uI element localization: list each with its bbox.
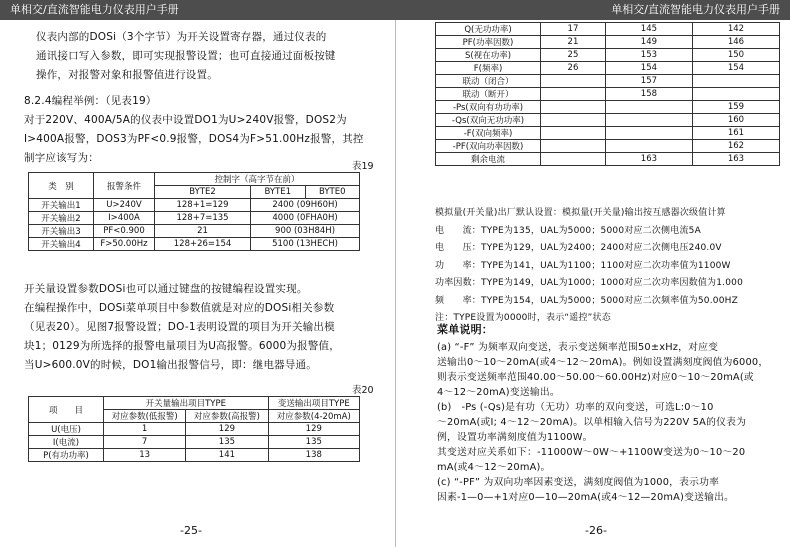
table-row [29, 423, 360, 436]
text-line: (b) -Ps (-Qs)是有功（无功）功率的双向变送，可选L:0～10 [437, 402, 714, 413]
cell: 160 [692, 114, 779, 127]
text-line: 对于220V、400A/5A的仪表中设置DO1为U>240V报警，DOS2为 [24, 114, 347, 126]
cell: F(频率) [436, 62, 541, 75]
cell: 128+1=129 [155, 199, 251, 212]
cell: 13 [104, 449, 186, 462]
cell: 135 [268, 436, 359, 449]
cell: S(视在功率) [436, 49, 541, 62]
text-line: (c) “-PF” 为双向功率因素变送，满刻度阀值为1000，表示功率 [437, 477, 720, 488]
text-line: 因素-1—0—+1对应0—10—20mA(或4～12—20mA)变送输出。 [437, 492, 735, 503]
table-row [29, 225, 360, 238]
cell: 146 [692, 36, 779, 49]
cell: 150 [692, 49, 779, 62]
right-header-title: 单相交/直流智能电力仪表用户手册 [611, 3, 780, 16]
table-row [436, 62, 780, 75]
cell [541, 127, 606, 140]
text-line: 操作，对报警对象和报警值进行设置。 [36, 69, 218, 81]
table-row [436, 153, 780, 166]
table-row [436, 23, 780, 36]
cell: 开关输出3 [29, 225, 94, 238]
cell: 4000 (0FHA0H) [251, 212, 360, 225]
cell [605, 101, 692, 114]
text-line: 模拟量(开关量)出厂默认设置：模拟量(开关量)输出按互感器次级值计算 [435, 208, 726, 218]
cell: P(有功功率) [29, 449, 104, 462]
left-page-header [0, 0, 395, 20]
cell: 25 [541, 49, 606, 62]
table-row [436, 75, 780, 88]
table-row [436, 36, 780, 49]
text-line: (a) “-F” 为频率双向变送，表示变送频率范围50±xHz，对应变 [437, 342, 719, 353]
table20 [28, 396, 360, 462]
text-line: 8.2.4编程举例：（见表19） [24, 95, 157, 107]
cell: -PF(双向功率因数) [436, 140, 541, 153]
table-row [436, 88, 780, 101]
cell [605, 140, 692, 153]
table19-header-byte2: BYTE2 [155, 186, 251, 199]
cell: 129 [186, 423, 268, 436]
cell: 154 [605, 62, 692, 75]
cell: U(电压) [29, 423, 104, 436]
cell [692, 75, 779, 88]
cell: 剩余电流 [436, 153, 541, 166]
cell: 17 [541, 23, 606, 36]
table19-header-condition: 报警条件 [94, 173, 155, 199]
cell: 联动（断开） [436, 88, 541, 101]
page-number-left: -25- [180, 524, 202, 537]
cell: 128+26=154 [155, 238, 251, 251]
right-page-header [395, 0, 790, 20]
cell: 161 [692, 127, 779, 140]
text-line: 当U>600.0V的时候，DO1输出报警信号，即：继电器导通。 [24, 359, 317, 371]
cell: 157 [605, 75, 692, 88]
table-row [436, 114, 780, 127]
cell: -Ps(双向有功功率) [436, 101, 541, 114]
table20-header-low: 对应参数(低报警) [104, 410, 186, 423]
table20-header-item: 项 目 [29, 397, 104, 423]
table19-header-control: 控制字（高字节在前） [155, 173, 360, 186]
text-line: 例，设置功率满刻度值为1100W。 [437, 432, 593, 443]
text-line: 在编程操作中，DOSi菜单项目中参数值就是对应的DOSi相关参数 [24, 302, 335, 314]
cell: 129 [268, 423, 359, 436]
cell: 联动（闭合） [436, 75, 541, 88]
table20-header-switch: 开关量输出项目TYPE [104, 397, 269, 410]
cell [605, 127, 692, 140]
cell: 128+7=135 [155, 212, 251, 225]
table20-continued [435, 22, 780, 166]
table-row [436, 127, 780, 140]
table-row [29, 238, 360, 251]
text-line: ～20mA(或I; 4～12～20mA)。以单相输入信号为220V 5A的仪表为 [437, 417, 747, 428]
table19-caption: 表19 [352, 161, 374, 172]
menu-title: 菜单说明： [437, 323, 493, 336]
left-header-title: 单相交/直流智能电力仪表用户手册 [10, 3, 179, 16]
cell: 5100 (13HECH) [251, 238, 360, 251]
cell: 163 [692, 153, 779, 166]
table-row [436, 140, 780, 153]
text-line: 注：TYPE设置为0000时，表示“遥控”状态 [435, 313, 611, 323]
cell [692, 88, 779, 101]
cell: 开关输出1 [29, 199, 94, 212]
cell: 158 [605, 88, 692, 101]
cell: 153 [605, 49, 692, 62]
cell: 135 [186, 436, 268, 449]
table20-caption: 表20 [352, 385, 374, 396]
table-row [29, 199, 360, 212]
table-row [436, 49, 780, 62]
text-line: 制字应该写为： [24, 152, 99, 164]
right-page [395, 0, 790, 547]
intro-paragraph [36, 28, 336, 85]
text-line: 则表示变送频率范围40.00～50.00～60.00Hz)对应0～10～20mA(或 [437, 372, 754, 383]
table20-header-4-20ma: 对应参数(4-20mA) [268, 410, 359, 423]
text-line: 其变送对应关系如下：-11000W～0W～+1100W变送为0～10～20 [437, 447, 746, 458]
text-line: 功率因数：TYPE为149，UAL为1000；1000对应二次功率因数值为1.000 [435, 278, 744, 288]
cell: U>240V [94, 199, 155, 212]
cell: 开关输出2 [29, 212, 94, 225]
cell: 145 [605, 23, 692, 36]
cell [541, 75, 606, 88]
cell: Q(无功功率) [436, 23, 541, 36]
cell: PF(功率因数) [436, 36, 541, 49]
text-line: 块1；0129为所选择的报警电量项目为U高报警。6000为报警值， [24, 340, 340, 352]
cell: 163 [605, 153, 692, 166]
cell: 1 [104, 423, 186, 436]
table-row [436, 101, 780, 114]
cell [605, 114, 692, 127]
cell: 开关输出4 [29, 238, 94, 251]
menu-description [437, 340, 768, 505]
cell: 26 [541, 62, 606, 75]
page-number-right: -26- [585, 524, 607, 537]
example-paragraph [24, 92, 364, 168]
text-line: 功 率：TYPE为141，UAL为1100；1100对应二次功率值为1100W [435, 260, 731, 271]
cell: 7 [104, 436, 186, 449]
cell: 900 (03H84H) [251, 225, 360, 238]
default-settings-notes [435, 205, 743, 328]
text-line: 4～12～20mA)变送输出。 [437, 387, 560, 398]
cell: 154 [692, 62, 779, 75]
table19-header-byte0: BYTE0 [305, 186, 360, 199]
cell [541, 153, 606, 166]
cell: PF<0.900 [94, 225, 155, 238]
text-line: 仪表内部的DOSi（3个字节）为开关设置寄存器，通过仪表的 [36, 31, 327, 43]
cell [541, 140, 606, 153]
cell: 159 [692, 101, 779, 114]
cell: I>400A [94, 212, 155, 225]
table19-header-category: 类 别 [29, 173, 94, 199]
cell: 2400 (09H60H) [251, 199, 360, 212]
cell: 142 [692, 23, 779, 36]
cell: 141 [186, 449, 268, 462]
cell [541, 114, 606, 127]
text-line: 电 流：TYPE为135，UAL为5000；5000对应二次侧电流5A [435, 225, 701, 236]
text-line: 频 率：TYPE为154，UAL为5000；5000对应二次频率值为50.00HZ [435, 295, 738, 306]
table-row [29, 212, 360, 225]
cell: 21 [155, 225, 251, 238]
text-line: 送输出0～10～20mA(或4～12～20mA)。例如设置满刻度阀值为6000， [437, 357, 769, 368]
table20-header-high: 对应参数(高报警) [186, 410, 268, 423]
text-line: 开关量设置参数DOSi也可以通过键盘的按键编程设置实现。 [24, 283, 308, 295]
cell [541, 88, 606, 101]
cell: I(电流) [29, 436, 104, 449]
table-row [29, 436, 360, 449]
cell: 138 [268, 449, 359, 462]
cell: 21 [541, 36, 606, 49]
cell: F>50.00Hz [94, 238, 155, 251]
cell: 162 [692, 140, 779, 153]
table-row [29, 449, 360, 462]
cell: 149 [605, 36, 692, 49]
cell: -Qs(双向无功功率) [436, 114, 541, 127]
text-line: 通讯接口写入参数，即可实现报警设置；也可直接通过面板按键 [36, 50, 336, 62]
text-line: mA(或4～12～20mA)。 [437, 462, 551, 473]
table20-header-transmit: 变送输出项目TYPE [268, 397, 359, 410]
table19-header-byte1: BYTE1 [251, 186, 305, 199]
cell [541, 101, 606, 114]
text-line: 电 压：TYPE为129，UAL为2400；2400对应二次侧电压240.0V [435, 243, 722, 253]
table19 [28, 172, 360, 251]
text-line: I>400A报警，DOS3为PF<0.9报警，DOS4为F>51.00Hz报警，其控 [24, 133, 364, 145]
text-line: （见表20）。见图7报警设置；DO-1表明设置的项目为开关输出模 [24, 321, 335, 333]
cell: -F(双向频率) [436, 127, 541, 140]
dosi-paragraph [24, 280, 340, 375]
